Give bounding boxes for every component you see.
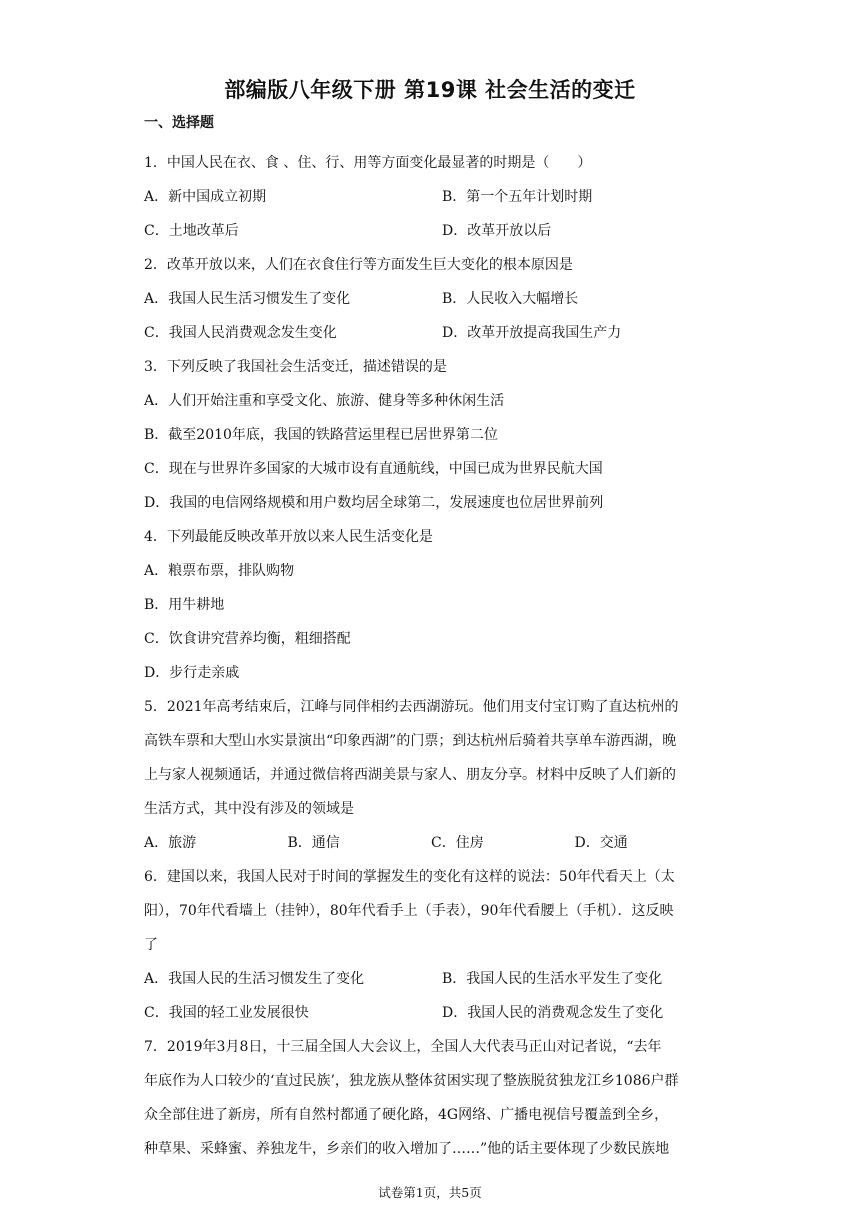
question-6-stem-line-2: 阳），70年代看墙上（挂钟），80年代看手上（手表），90年代看腰上（手机）．这反映 <box>144 903 674 919</box>
question-5-options <box>144 826 718 860</box>
question-list <box>144 146 718 1166</box>
option-a: A．人们开始注重和享受文化、旅游、健身等多种休闲生活 <box>144 393 505 409</box>
question-4-stem: 4．下列最能反映改革开放以来人民生活变化是 <box>144 529 433 545</box>
question-3-stem: 3．下列反映了我国社会生活变迁，描述错误的是 <box>144 359 447 375</box>
option-c: C．住房 <box>431 835 484 851</box>
question-5-stem-line-4: 生活方式，其中没有涉及的领域是 <box>144 801 354 817</box>
page-footer: 试卷第1页，共5页 <box>378 1185 482 1200</box>
option-d: D．我国的电信网络规模和用户数均居全球第二，发展速度也位居世界前列 <box>144 495 604 511</box>
option-b: B．第一个五年计划时期 <box>442 189 593 205</box>
question-7-stem-line-1: 7．2019年3月8日，十三届全国人大会议上，全国人大代表马正山对记者说，“去年 <box>144 1039 662 1055</box>
option-c: C．现在与世界许多国家的大城市设有直通航线，中国已成为世界民航大国 <box>144 461 603 477</box>
question-1-options-row-2 <box>144 214 718 248</box>
option-b: B．通信 <box>287 835 340 851</box>
option-a: A．粮票布票，排队购物 <box>144 563 295 579</box>
option-b: B．人民收入大幅增长 <box>442 291 579 307</box>
option-d: D．交通 <box>574 835 628 851</box>
question-6-stem-line-1: 6．建国以来，我国人民对于时间的掌握发生的变化有这样的说法：50年代看天上（太 <box>144 869 675 885</box>
option-d: D．改革开放以后 <box>442 223 552 239</box>
question-6-options-row-2 <box>144 996 718 1030</box>
question-6-stem-line-3: 了 <box>144 937 158 953</box>
question-5-stem-line-1: 5．2021年高考结束后，江峰与同伴相约去西湖游玩。他们用支付宝订购了直达杭州的 <box>144 699 679 715</box>
option-b: B．我国人民的生活水平发生了变化 <box>442 971 663 987</box>
question-2-stem: 2．改革开放以来，人们在衣食住行等方面发生巨大变化的根本原因是 <box>144 257 573 273</box>
option-d: D．我国人民的消费观念发生了变化 <box>442 1005 664 1021</box>
question-7-stem-line-4: 种草果、采蜂蜜、养独龙牛，乡亲们的收入增加了……”他的话主要体现了少数民族地 <box>144 1141 670 1157</box>
question-5-stem-line-3: 上与家人视频通话，并通过微信将西湖美景与家人、朋友分享。材料中反映了人们新的 <box>144 767 676 783</box>
option-b: B．截至2010年底，我国的铁路营运里程已居世界第二位 <box>144 427 498 443</box>
question-1-options-row-1 <box>144 180 718 214</box>
question-5-stem-line-2: 高铁车票和大型山水实景演出“印象西湖”的门票；到达杭州后骑着共享单车游西湖，晚 <box>144 733 677 749</box>
option-c: C．土地改革后 <box>144 223 239 239</box>
option-d: D．步行走亲戚 <box>144 665 240 681</box>
option-a: A．我国人民的生活习惯发生了变化 <box>144 971 365 987</box>
option-a: A．新中国成立初期 <box>144 189 267 205</box>
question-6-options-row-1 <box>144 962 718 996</box>
option-b: B．用牛耕地 <box>144 597 225 613</box>
page-title: 部编版八年级下册 第19课 社会生活的变迁 <box>224 78 636 102</box>
question-2-options-row-1 <box>144 282 718 316</box>
option-c: C．我国的轻工业发展很快 <box>144 1005 309 1021</box>
option-c: C．饮食讲究营养均衡，粗细搭配 <box>144 631 351 647</box>
question-2-options-row-2 <box>144 316 718 350</box>
question-1-stem: 1．中国人民在衣、食 、住、行、用等方面变化最显著的时期是（ ） <box>144 155 592 171</box>
question-7-stem-line-3: 众全部住进了新房，所有自然村都通了硬化路，4G网络、广播电视信号覆盖到全乡， <box>144 1107 669 1123</box>
option-a: A．旅游 <box>144 835 197 851</box>
section-heading: 一、选择题 <box>144 115 214 131</box>
option-d: D．改革开放提高我国生产力 <box>442 325 622 341</box>
option-a: A．我国人民生活习惯发生了变化 <box>144 291 351 307</box>
option-c: C．我国人民消费观念发生变化 <box>144 325 337 341</box>
question-7-stem-line-2: 年底作为人口较少的‘直过民族’，独龙族从整体贫困实现了整族脱贫独龙江乡1086户群 <box>144 1073 679 1089</box>
